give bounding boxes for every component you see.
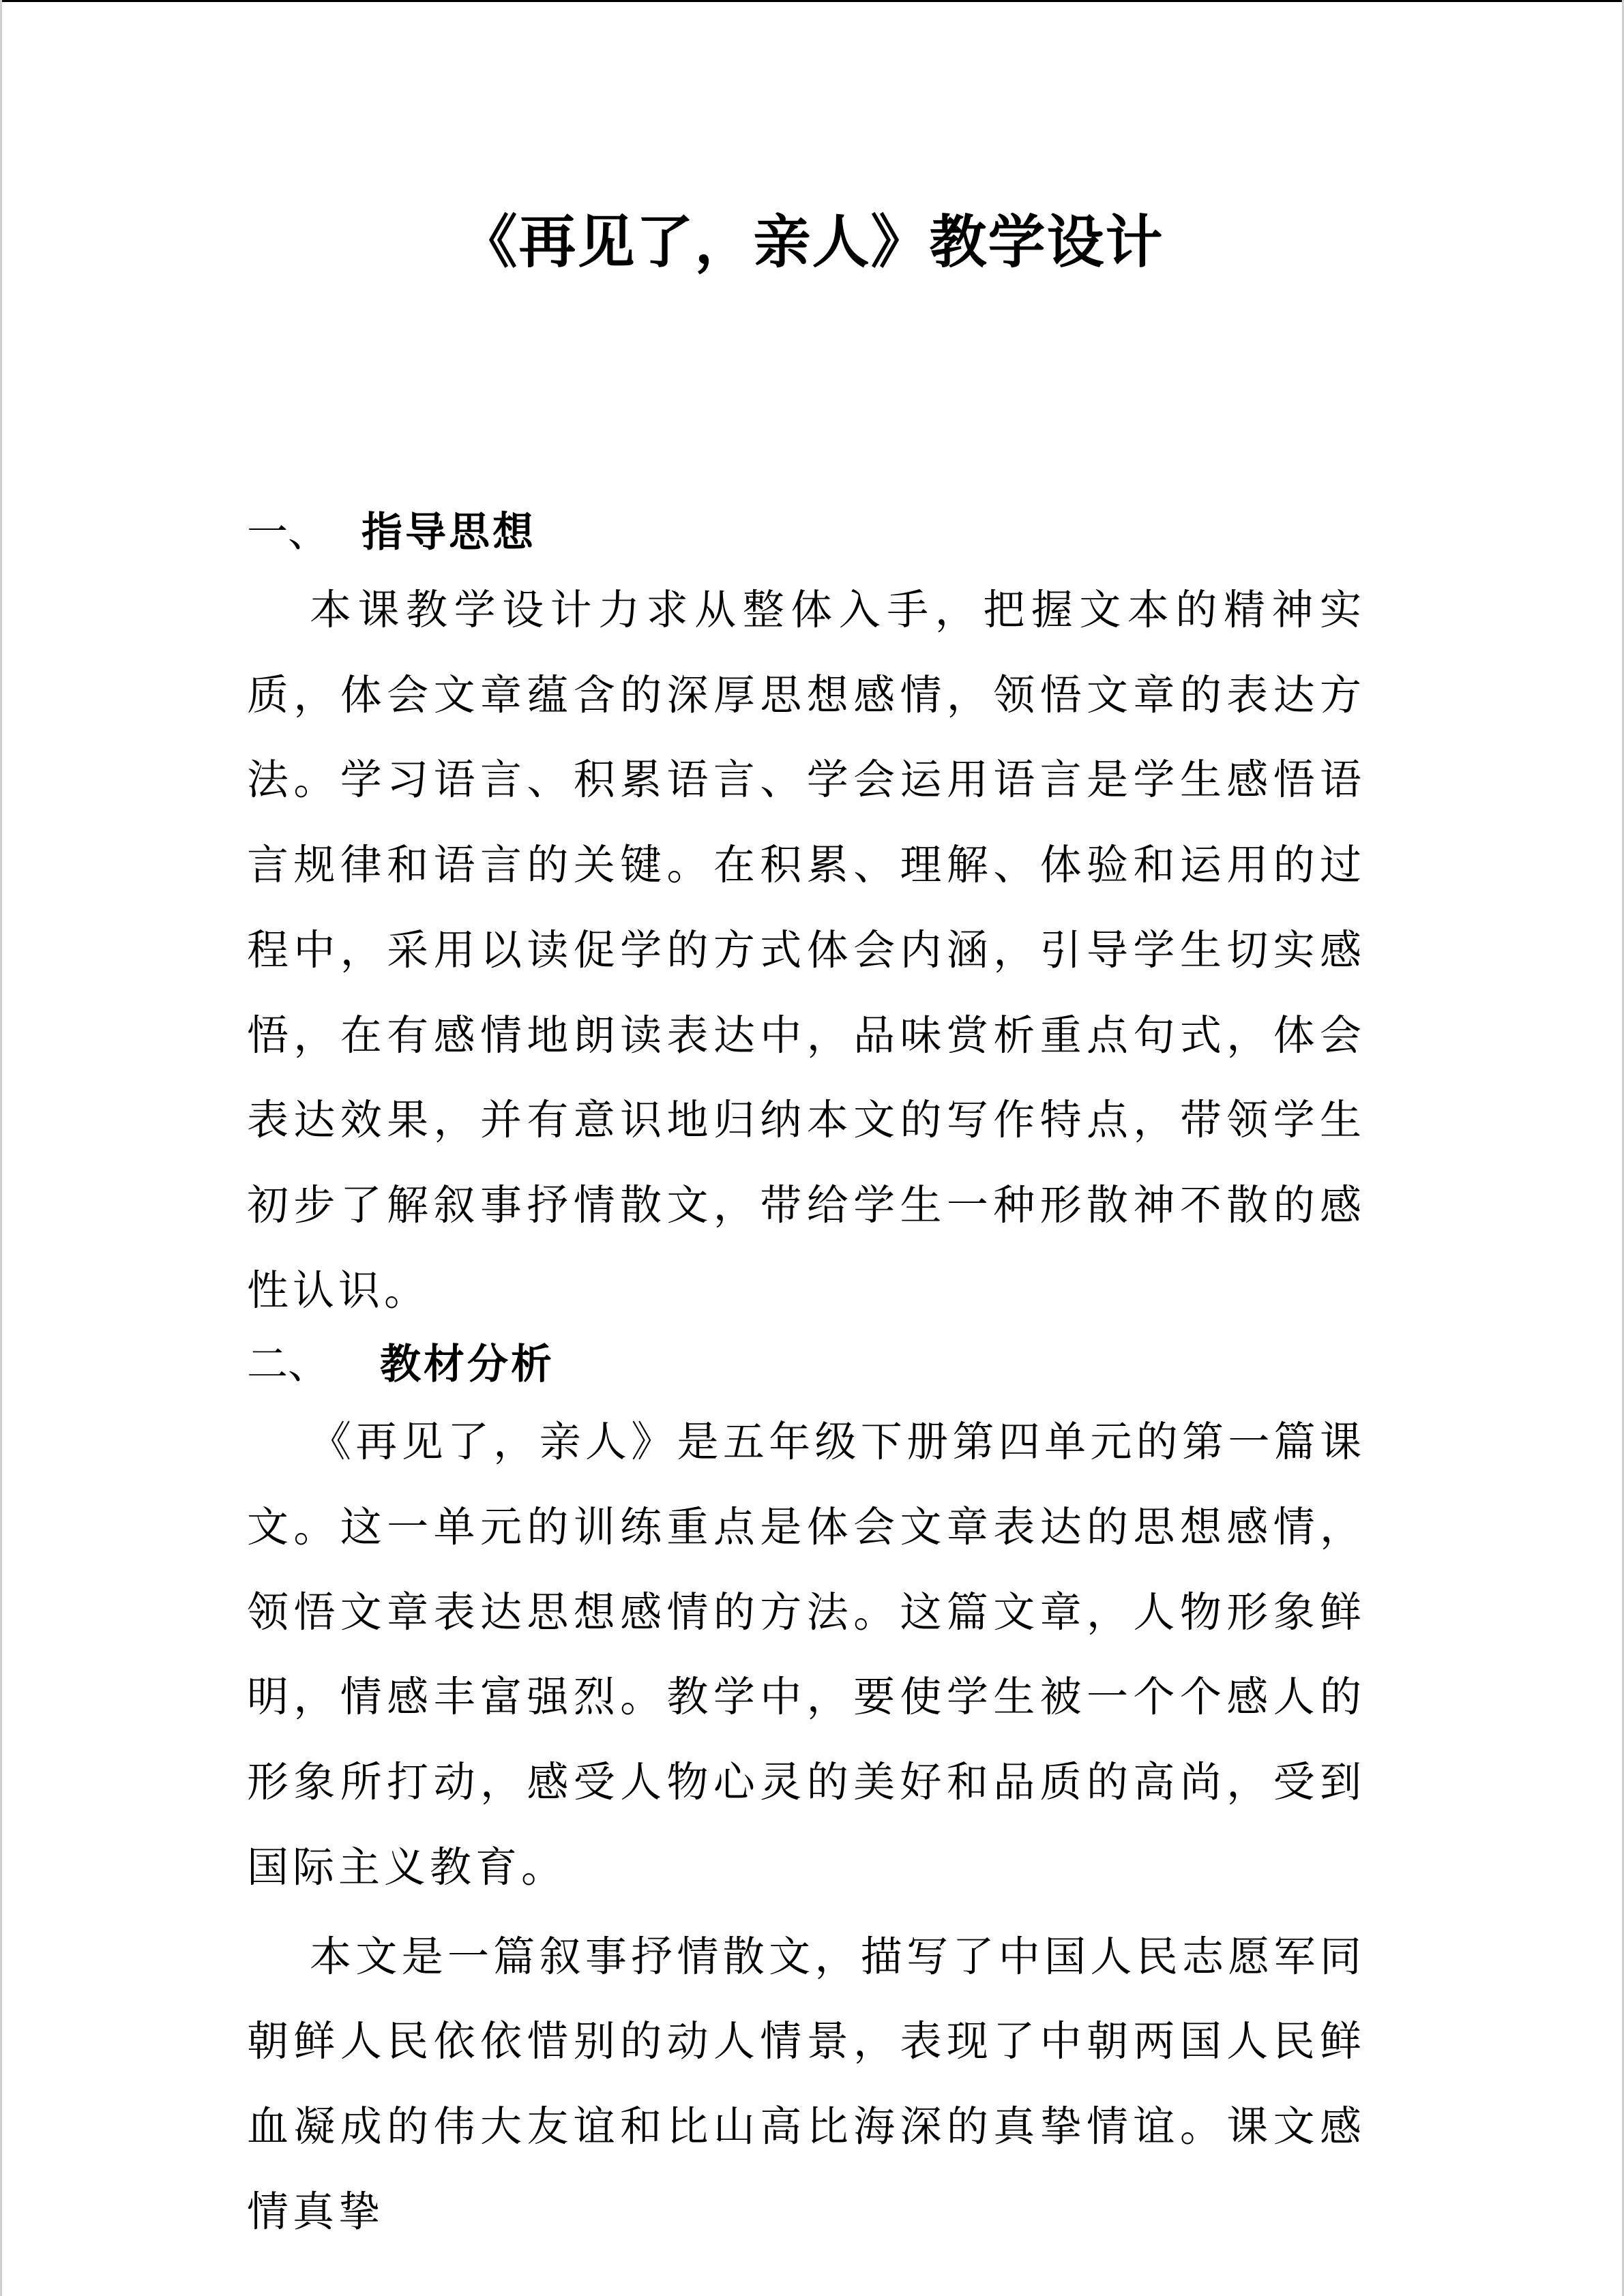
section-heading-guiding-thought xyxy=(247,501,1365,564)
document-title: 《再见了，亲人》教学设计 xyxy=(460,209,1164,275)
page-left-border xyxy=(0,0,2,2296)
section-title: 教材分析 xyxy=(380,1341,555,1389)
paragraph: 本课教学设计力求从整体入手，把握文本的精神实质，体会文章蕴含的深厚思想感情，领悟文章的表达方法。学习语言、积累语言、学会运用语言是学生感悟语言规律和语言的关键。在积累、理解、体验和运用的过程中，采用以读促学的方式体会内涵，引导学生切实感悟，在有感情地朗读表达中，品味赏析重点句式，体会表达效果，并有意识地归纳本文的写作特点，带领学生初步了解叙事抒情散文，带给学生一种形散神不散的感性认识。 xyxy=(247,586,1365,1315)
section-number: 二、 xyxy=(247,1341,329,1389)
section-heading-textbook-analysis xyxy=(247,1333,1365,1396)
paragraph: 《再见了，亲人》是五年级下册第四单元的第一篇课文。这一单元的训练重点是体会文章表达的思想感情，领悟文章表达思想感情的方法。这篇文章，人物形象鲜明，情感丰富强烈。教学中，要使学生被一个个感人的形象所打动，感受人物心灵的美好和品质的高尚，受到国际主义教育。 xyxy=(247,1418,1365,1892)
page-top-border xyxy=(0,0,1624,2)
section-title: 指导思想 xyxy=(361,509,536,556)
paragraph: 本文是一篇叙事抒情散文，描写了中国人民志愿军同朝鲜人民依依惜别的动人情景，表现了中朝两国人民鲜血凝成的伟大友谊和比山高比海深的真挚情谊。课文感情真挚 xyxy=(247,1932,1365,2236)
section-number: 一、 xyxy=(247,509,329,556)
document-body xyxy=(247,501,1365,2254)
